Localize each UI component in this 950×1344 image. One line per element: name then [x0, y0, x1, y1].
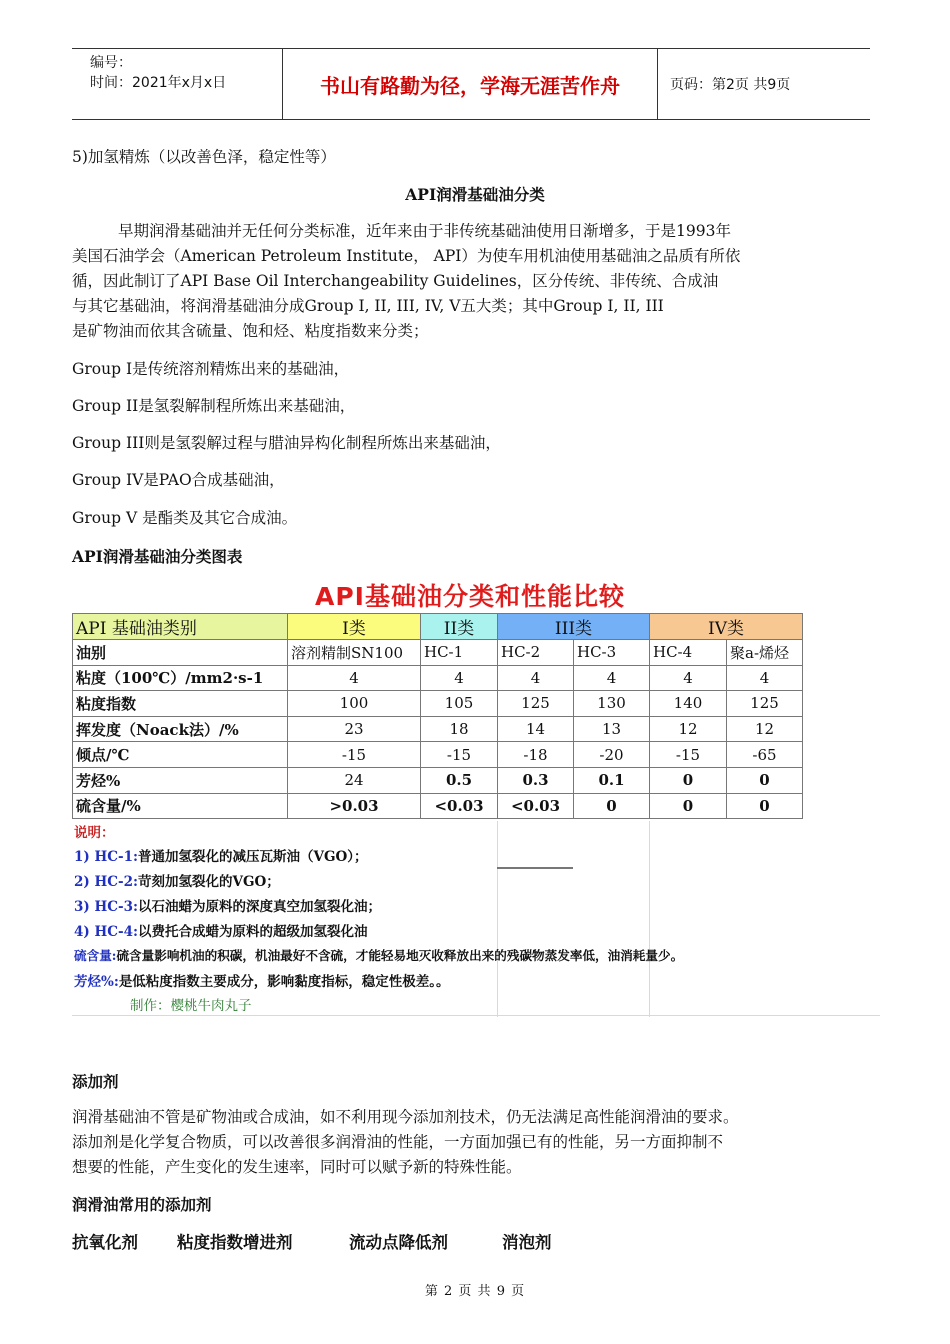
para-line: 与其它基础油，将润滑基础油分成Group I, II, III, IV, V五大类；其中Group I, II, III: [72, 297, 664, 315]
table-cell: 0.3: [498, 767, 574, 793]
header-category: API 基础油类别: [73, 614, 288, 640]
note-text: 是低粘度指数主要成分，影响黏度指标，稳定性极差。。: [118, 974, 450, 990]
table-row: [73, 665, 803, 691]
table-cell: 140: [650, 691, 727, 717]
note-key: 3) HC-3:: [74, 899, 138, 915]
note-3: [74, 895, 381, 915]
note-key: 1) HC-1:: [74, 849, 138, 865]
table-cell: 125: [498, 691, 574, 717]
note-key: 硫含量:: [74, 948, 117, 963]
table-cell: <0.03: [421, 793, 498, 819]
table-row: [73, 640, 803, 666]
group-5-text: Group V 是酯类及其它合成油。: [72, 509, 298, 527]
table-row: [73, 716, 803, 742]
table-cell: 105: [421, 691, 498, 717]
table-cell: >0.03: [288, 793, 421, 819]
para-line: 想要的性能，产生变化的发生速率，同时可以赋予新的特殊性能。: [72, 1158, 522, 1176]
page-header: [72, 48, 870, 120]
para-line: 早期润滑基础油并无任何分类标准，近年来由于非传统基础油使用日渐增多，于是1993年: [118, 222, 731, 240]
header-meta: [72, 49, 272, 119]
base-oil-comparison-sheet: [72, 577, 880, 1017]
para-line: 添加剂是化学复合物质，可以改善很多润滑油的性能，一方面加强已有的性能，另一方面抑制不: [72, 1133, 724, 1151]
header-page-label: 页码：第2页 共9页: [670, 77, 791, 93]
table-cell: 0: [574, 793, 650, 819]
table-row: [73, 691, 803, 717]
table-cell: 14: [498, 716, 574, 742]
table-cell: 125: [727, 691, 803, 717]
table-cell: <0.03: [498, 793, 574, 819]
table-cell: 0: [650, 767, 727, 793]
table-cell: -20: [574, 742, 650, 768]
note-2: [74, 870, 280, 890]
note-aromatics: [74, 970, 450, 990]
common-additives-title: 润滑油常用的添加剂: [72, 1195, 212, 1214]
serial-label: 编号：: [90, 55, 132, 71]
note-text: 普通加氢裂化的减压瓦斯油（VGO）；: [137, 849, 368, 865]
para-line: 润滑基础油不管是矿物油或合成油，如不利用现今添加剂技术，仍无法满足高性能润滑油的要求。: [72, 1108, 739, 1126]
sheet-credit: 制作：樱桃牛肉丸子: [130, 998, 252, 1014]
intro-paragraph: [72, 219, 878, 344]
header-motto: 书山有路勤为径，学海无涯苦作舟: [282, 49, 658, 119]
table-cell: 13: [574, 716, 650, 742]
table-cell: 聚a-烯烃: [727, 640, 803, 666]
table-cell: 12: [650, 716, 727, 742]
table-cell: -65: [727, 742, 803, 768]
table-cell: 溶剂精制SN100: [288, 640, 421, 666]
note-text: 以费托合成蜡为原料的超级加氢裂化油: [137, 924, 368, 940]
table-cell: -18: [498, 742, 574, 768]
table-cell: 0.5: [421, 767, 498, 793]
table-cell: 4: [288, 665, 421, 691]
header-group-1: I类: [288, 614, 421, 640]
page-footer: 第 2 页 共 9 页: [424, 1284, 526, 1299]
table-cell: HC-1: [421, 640, 498, 666]
table-cell: 0.1: [574, 767, 650, 793]
table-cell: 0: [650, 793, 727, 819]
table-cell: 4: [574, 665, 650, 691]
para-line: 循，因此制订了API Base Oil Interchangeability Guidelines，区分传统、非传统、合成油: [72, 272, 719, 290]
header-group-3: III类: [498, 614, 650, 640]
table-cell: 18: [421, 716, 498, 742]
additive-item: 消泡剂: [502, 1233, 552, 1252]
row-label: 粘度指数: [73, 691, 288, 717]
table-cell: -15: [650, 742, 727, 768]
time-label: 时间：2021年x月x日: [90, 75, 227, 91]
table-cell: -15: [421, 742, 498, 768]
gridline: [72, 1015, 880, 1016]
table-row: [73, 742, 803, 768]
additives-title: 添加剂: [72, 1072, 119, 1091]
note-1: [74, 845, 367, 865]
table-cell: HC-3: [574, 640, 650, 666]
item-5: 5)加氢精炼（以改善色泽，稳定性等）: [72, 148, 336, 166]
additive-item: 抗氧化剂: [72, 1233, 138, 1252]
header-group-2: II类: [421, 614, 498, 640]
comparison-table: [72, 613, 803, 819]
group-2-text: Group II是氢裂解制程所炼出来基础油，: [72, 397, 356, 415]
gridline: [497, 821, 498, 1017]
table-cell: HC-4: [650, 640, 727, 666]
additive-item: 流动点降低剂: [349, 1233, 448, 1252]
row-label: 油别: [73, 640, 288, 666]
table-row: [73, 793, 803, 819]
table-cell: 130: [574, 691, 650, 717]
para-line: 是矿物油而依其含硫量、饱和烃、粘度指数来分类；: [72, 322, 429, 340]
table-cell: 100: [288, 691, 421, 717]
row-label: 倾点/℃: [73, 742, 288, 768]
row-label: 硫含量/%: [73, 793, 288, 819]
additives-paragraph: [72, 1105, 902, 1180]
row-label: 粘度（100℃）/mm2·s-1: [73, 665, 288, 691]
table-header-row: [73, 614, 803, 640]
chart-caption: API润滑基础油分类图表: [72, 547, 243, 566]
note-key: 4) HC-4:: [74, 924, 138, 940]
note-text: 以石油蜡为原料的深度真空加氢裂化油；: [137, 899, 381, 915]
note-sulfur: [74, 945, 683, 964]
table-cell: 4: [498, 665, 574, 691]
group-3-text: Group III则是氢裂解过程与腊油异构化制程所炼出来基础油，: [72, 434, 501, 452]
table-cell: 4: [727, 665, 803, 691]
sheet-title: API基础油分类和性能比较: [315, 582, 625, 611]
header-group-4: IV类: [650, 614, 803, 640]
note-text: 硫含量影响机油的积碳，机油最好不含硫，才能轻易地灭收释放出来的残碳物蒸发率低，油消耗量少。: [116, 948, 684, 963]
note-key: 2) HC-2:: [74, 874, 138, 890]
cell-border: [497, 867, 573, 869]
table-cell: HC-2: [498, 640, 574, 666]
para-line: 美国石油学会（American Petroleum Institute， API）为使车用机油使用基础油之品质有所依: [72, 247, 741, 265]
table-cell: 0: [727, 793, 803, 819]
notes-title: 说明：: [74, 825, 115, 841]
table-cell: 24: [288, 767, 421, 793]
note-text: 苛刻加氢裂化的VGO；: [137, 874, 280, 890]
note-4: [74, 920, 367, 940]
table-row: [73, 767, 803, 793]
additive-item: 粘度指数增进剂: [177, 1233, 293, 1252]
row-label: 挥发度（Noack法）/%: [73, 716, 288, 742]
row-label: 芳烃%: [73, 767, 288, 793]
table-cell: 0: [727, 767, 803, 793]
table-cell: 4: [421, 665, 498, 691]
group-1-text: Group I是传统溶剂精炼出来的基础油，: [72, 360, 350, 378]
table-cell: 12: [727, 716, 803, 742]
gridline: [649, 821, 650, 1017]
table-cell: 23: [288, 716, 421, 742]
group-4-text: Group IV是PAO合成基础油，: [72, 471, 285, 489]
section-title: API润滑基础油分类: [405, 185, 545, 204]
table-cell: -15: [288, 742, 421, 768]
additives-list: [72, 1230, 878, 1255]
table-cell: 4: [650, 665, 727, 691]
note-key: 芳烃%:: [74, 974, 119, 990]
